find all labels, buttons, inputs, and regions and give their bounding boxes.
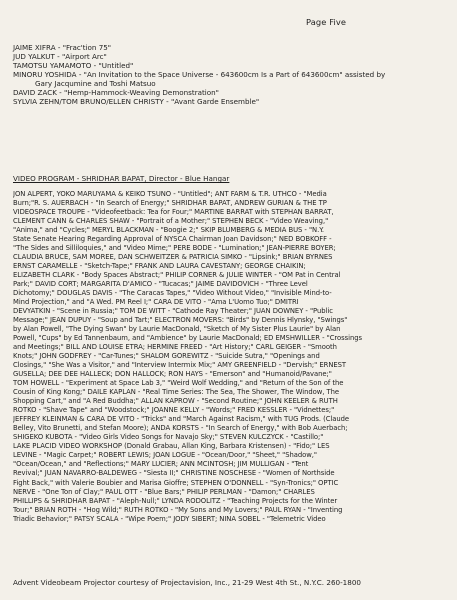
program-line: and Meetings;" BILL AND LOUISE ETRA; HERMINE FREED - "Art History;" CARL GEIGER - "Smooth <box>13 343 337 352</box>
program-line: JEFFREY KLEINMAN & CARA DE VITO - "Tricks" and "March Against Racism," with TUG Prods. (Claude <box>13 415 350 424</box>
video-program-listing <box>13 190 447 524</box>
program-line: Knots;" JOHN GODFREY - "Car-Tunes;" SHALOM GOREWITZ - "Suicide Sutra," "Openings and <box>13 352 320 361</box>
program-line: DEVYATKIN - "Scene in Russia;" TOM DE WITT - "Cathode Ray Theater;" JUAN DOWNEY - "Public <box>13 307 333 316</box>
program-line: Mind Projection," and "A Wed. PM Reel I;" CARA DE VITO - "Ama L'Uomo Tuo;" DMITRI <box>13 298 299 307</box>
program-line: "The Sides and Silliloquies," and "Video Mime;" PERE BODE - "Lumination;" JEAN-PIERRE BOYER; <box>13 244 336 253</box>
credit-line: JAIME XIFRA - "Frac'tion 75" <box>13 43 112 52</box>
program-line: GUSELLA; DEE DEE HALLECK; DON HALLOCK; RON HAYS - "Emerson" and "Humanoid/Pavane;" <box>13 370 332 379</box>
program-line: Belley, Vito Brunetti, and Stefan Moore); ANDA KORSTS - "In Search of Energy," with Bob Auerbach; <box>13 424 348 433</box>
credit-line: DAVID ZACK - "Hemp-Hammock-Weaving Demonstration" <box>13 88 219 98</box>
video-program-heading: VIDEO PROGRAM - SHRIDHAR BAPAT, Director - Blue Hangar <box>13 174 230 183</box>
program-line: JON ALPERT, YOKO MARUYAMA & KEIKO TSUNO - "Untitled"; ANT FARM & T.R. UTHCO - "Media <box>13 190 327 198</box>
artist-credits-list <box>13 43 447 106</box>
program-line: Closings," "She Was a Visitor," and "Interview Intermix Mix;" AMY GREENFIELD - "Dervish;" ERNEST <box>13 361 347 370</box>
program-line: Fight Back," with Valerie Boubier and Marisa Gioffre; STEPHEN O'DONNELL - "Syn-Tronics;" OPTIC <box>13 478 339 487</box>
program-line: Shopping Cart," and "A Red Buddha;" ALLAN KAPROW - "Second Routine;" JOHN KEELER & RUTH <box>13 397 338 406</box>
program-line: Dichotomy;" DOUGLAS DAVIS - "The Caracas Tapes," "Video Without Video," "Invisible Mind-to- <box>13 289 332 298</box>
footer-note: Advent Videobeam Projector courtesy of Projectavision, Inc., 21-29 West 4th St., N.Y.C. 260-1800 <box>13 578 361 587</box>
credit-line: TAMOTSU YAMAMOTO - "Untitled" <box>13 61 134 71</box>
program-line: NERVE - "One Ton of Clay;" PAUL OTT - "Blue Bars;" PHILIP PERLMAN - "Damon;" CHARLES <box>13 487 315 496</box>
program-line: by Alan Powell, "The Dying Swan" by Laurie MacDonald, "Sketch of My Sister Plus Laurie" by Alan <box>13 325 341 334</box>
program-line: ROTKO - "Shave Tape" and "Woodstock;" JOANNE KELLY - "Words;" FRED KESSLER - "Vidnettes;" <box>13 406 335 415</box>
program-line: Revival;" JUAN NAVARRO-BALDEWEG - "Siesta II;" CHRISTINE NOSCHESE - "Women of Northside <box>13 469 335 478</box>
credit-line: MINORU YOSHIDA - "An Invitation to the Space Universe - 643600cm Is a Part of 643600cm" assisted by <box>13 70 386 80</box>
program-line: CLEMENT CANN & CHARLES SHAW - "Portrait of a Mother;" STEPHEN BECK - "Video Weaving," <box>13 217 329 226</box>
program-line: Burn;"R. S. AUERBACH - "In Search of Energy;" SHRIDHAR BAPAT, ANDREW GURIAN & THE TP <box>13 199 327 208</box>
program-line: LAKE PLACID VIDEO WORKSHOP (Donald Grabau, Allan King, Barbara Kristensen) - "Fido;" LES <box>13 442 330 451</box>
program-line: CLAUDIA BRUCE, SAM MOREE, DAN SCHWEITZER & PATRICIA SIMKO - "Lipsink;" BRIAN BYRNES <box>13 253 333 262</box>
program-line: ERNST CARAMELLE - "Sketch-Tape;" FRANK AND LAURA CAVESTANY; GEORGE CHAIKIN; <box>13 262 306 271</box>
credit-line: JUD YALKUT - "Airport Arc" <box>13 52 107 62</box>
program-line: ELIZABETH CLARK - "Body Spaces Abstract;" PHILIP CORNER & JULIE WINTER - "OM Pat in Central <box>13 271 341 280</box>
program-line: LEVINE - "Magic Carpet;" ROBERT LEWIS; JOAN LOGUE - "Ocean/Door," "Sheet," "Shadow," <box>13 451 317 460</box>
program-line: TOM HOWELL - "Experiment at Space Lab 3," "Weird Wolf Wedding," and "Return of the Son of the <box>13 379 344 388</box>
program-line: Triadic Behavior;" PATSY SCALA - "Wipe Poem;" JODY SIBERT; NINA SOBEL - "Telemetric Video <box>13 514 326 523</box>
program-line: SHIGEKO KUBOTA - "Video Girls Video Songs for Navajo Sky;" STEVEN KULCZYCK - "Castillo;" <box>13 433 324 442</box>
credit-line: SYLVIA ZEHN/TOM BRUNO/ELLEN CHRISTY - "Avant Garde Ensemble" <box>13 97 260 107</box>
page-number: Page Five <box>306 17 347 27</box>
program-line: "Ocean/Ocean," and "Reflections;" MARY LUCIER; ANN MCINTOSH; JIM MULLIGAN - "Tent <box>13 460 309 469</box>
program-line: Tour;" BRIAN ROTH - "Hog Wild;" RUTH ROTKO - "My Sons and My Lovers;" PAUL RYAN - "Inventing <box>13 505 343 514</box>
program-line: PHILLIPS & SHRIDHAR BAPAT - "Aleph-Null;" LYNDA RODOLITZ - "Teaching Projects for the Winter <box>13 496 338 505</box>
program-line: VIDEOSPACE TROUPE - "Videofeetback: Tea for Four;" MARTINE BARRAT with STEPHAN BARRAT, <box>13 208 334 217</box>
program-line: Cousin of King Kong;" DAILE KAPLAN - "Real Time Series: The Sea, The Shower, The Window, The <box>13 388 340 397</box>
program-line: State Senate Hearing Regarding Approval of NYSCA Chairman Joan Davidson;" NED BOBKOFF - <box>13 235 332 244</box>
program-line: Message;" JEAN DUPUY - "Soup and Tart;" ELECTRON MOVERS: "Birds" by Dennis Hlynsky, "Swings" <box>13 316 348 325</box>
program-line: Powell, "Cups" by Ed Tannenbaum, and "Ambience" by Laurie MacDonald; ED EMSHWILLER - "Crossings <box>13 334 363 343</box>
program-line: "Anima," and "Cycles;" MERYL BLACKMAN - "Boogie 2;" SKIP BLUMBERG & MEDIA BUS - "N.Y. <box>13 226 325 235</box>
program-line: Park;" DAVID CORT; MARGARITA D'AMICO - "Tucacas;" JAIME DAVIDOVICH - "Three Level <box>13 280 308 289</box>
credit-line-continuation: Gary Jacqumine and Toshi Matsuo <box>35 79 156 89</box>
